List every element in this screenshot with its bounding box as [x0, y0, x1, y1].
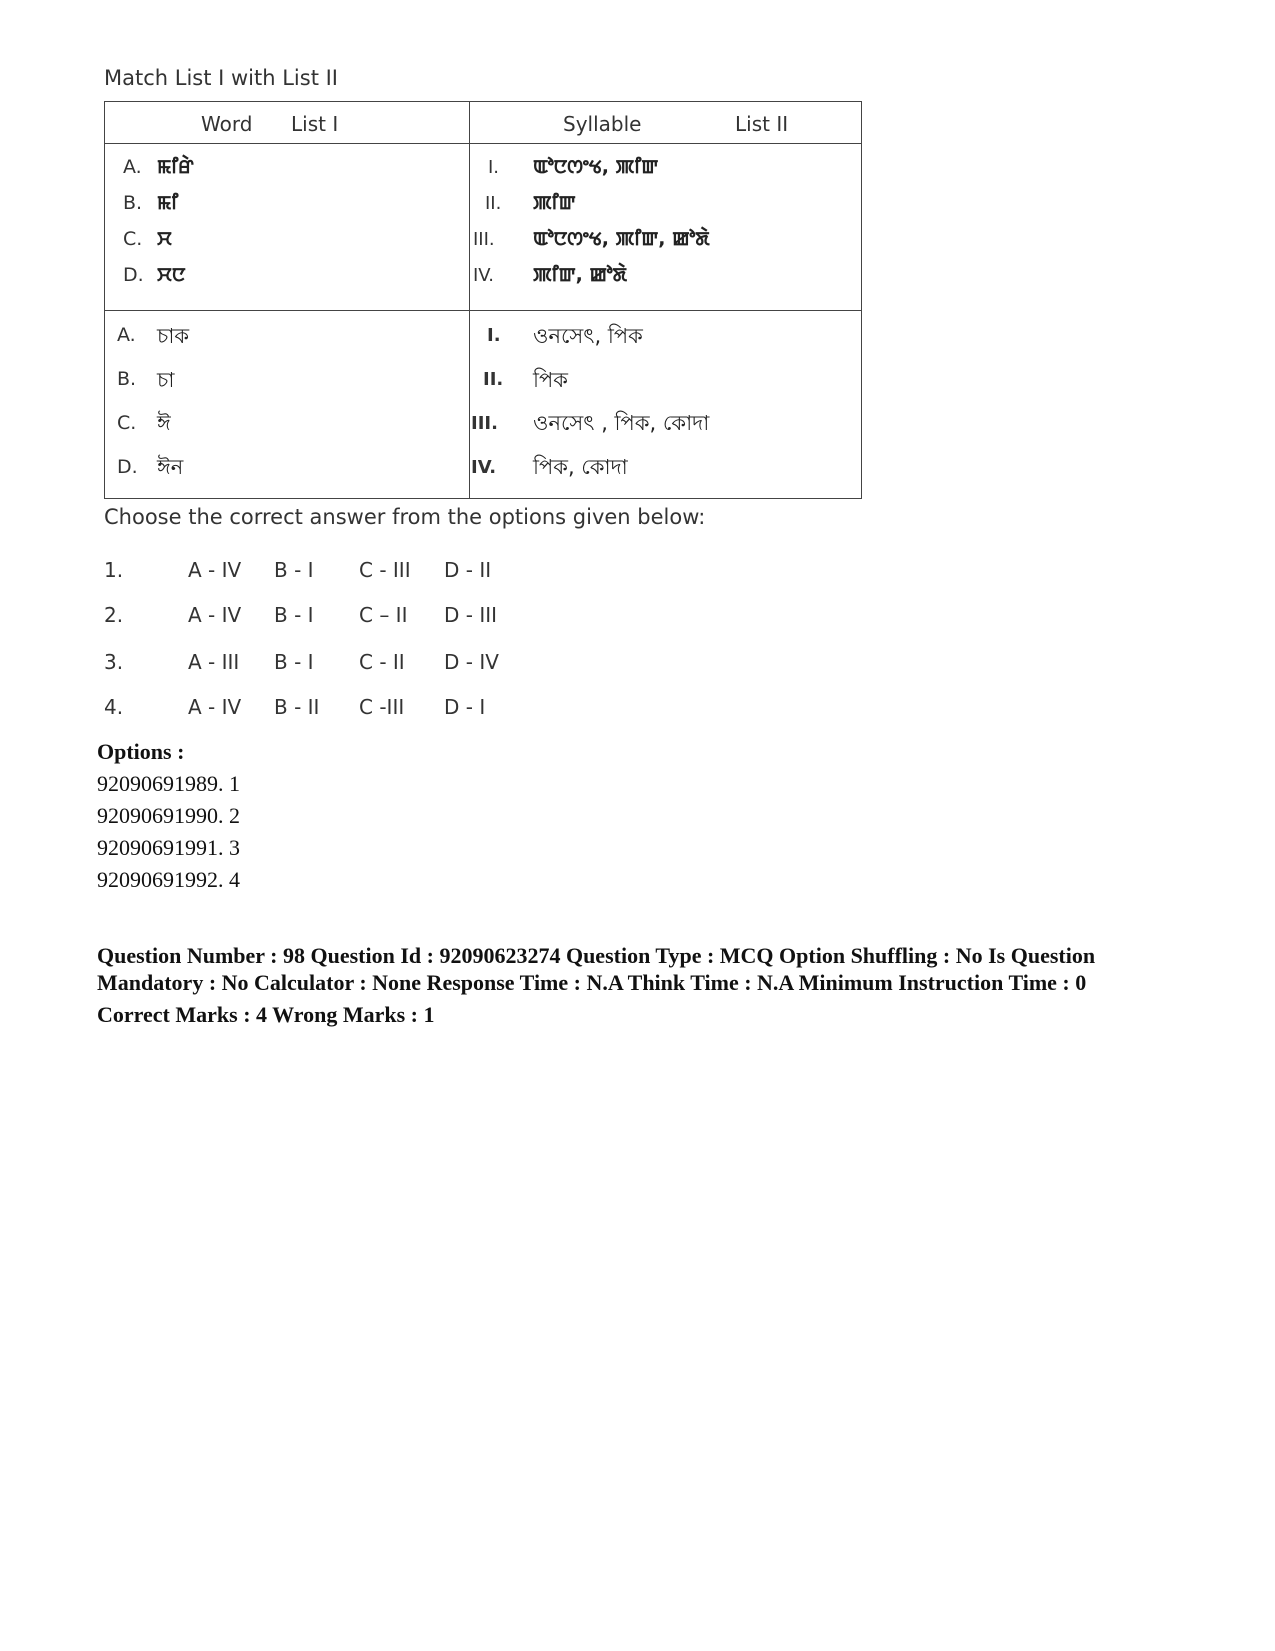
option-item: 92090691991. 3	[97, 835, 240, 860]
answer-d: D - IV	[444, 650, 499, 674]
answer-a: A - IV	[188, 695, 242, 719]
script-right-roman: II.	[485, 193, 502, 214]
answer-d: D - I	[444, 695, 486, 719]
bengali-right-syllable: ওনসেৎ , পিক, কোদা	[533, 411, 710, 435]
script-right-syllable: ꯑꯣꯅꯁꯦꯠ, ꯄꯤꯛ	[533, 156, 659, 178]
script-left-word: ꯃꯤ	[157, 192, 179, 214]
answer-number: 1.	[104, 558, 124, 582]
script-right-roman: I.	[488, 157, 500, 178]
script-left-letter: D.	[123, 264, 144, 286]
answer-d: D - III	[444, 603, 498, 627]
bengali-left-word: চা	[157, 368, 175, 392]
option-item: 92090691992. 4	[97, 867, 240, 892]
header-divider	[105, 143, 861, 144]
choose-instruction: Choose the correct answer from the options given below:	[104, 505, 706, 529]
bengali-left-word: ঈন	[157, 455, 184, 479]
bengali-left-word: চাক	[157, 324, 190, 348]
header-list2: List II	[735, 112, 789, 136]
script-right-syllable: ꯑꯣꯅꯁꯦꯠ, ꯄꯤꯛ, ꯀꯣꯗꯥ	[533, 228, 710, 250]
option-item: 92090691989. 1	[97, 771, 240, 796]
answer-c: C – II	[359, 603, 408, 627]
bengali-left-letter: A.	[117, 324, 136, 346]
answer-c: C - II	[359, 650, 405, 674]
question-info: Question Number : 98 Question Id : 92090623274 Question Type : MCQ Option Shuffling : No Is Question Mandatory : No Calculator : None Response Time : N.A Think Time : N.A Minimum Instruction Time : 0	[97, 943, 1096, 995]
option-item: 92090691990. 2	[97, 803, 240, 828]
match-table	[104, 101, 862, 499]
answer-c: C -III	[359, 695, 405, 719]
answer-b: B - I	[274, 650, 314, 674]
script-left-word: ꯆꯅ	[157, 264, 186, 286]
bengali-left-letter: C.	[117, 412, 137, 434]
script-right-syllable: ꯄꯤꯛ, ꯀꯣꯗꯥ	[533, 264, 628, 286]
answer-b: B - I	[274, 558, 314, 582]
bengali-right-syllable: পিক	[533, 368, 568, 392]
bengali-right-syllable: ওনসেৎ, পিক	[533, 324, 643, 348]
answer-a: A - IV	[188, 603, 242, 627]
script-right-syllable: ꯄꯤꯛ	[533, 192, 576, 214]
answer-c: C - III	[359, 558, 411, 582]
bengali-left-word: ঈ	[157, 411, 171, 435]
header-syllable: Syllable	[563, 112, 642, 136]
script-left-letter: C.	[123, 228, 143, 250]
answer-d: D - II	[444, 558, 492, 582]
script-left-letter: B.	[123, 192, 143, 214]
question-title: Match List I with List II	[104, 66, 339, 90]
answer-a: A - IV	[188, 558, 242, 582]
answer-b: B - I	[274, 603, 314, 627]
answer-a: A - III	[188, 650, 240, 674]
bengali-right-roman: III.	[471, 413, 498, 434]
script-right-roman: IV.	[473, 265, 495, 286]
bengali-right-roman: IV.	[471, 457, 497, 478]
answer-number: 3.	[104, 650, 124, 674]
header-list1: List I	[291, 112, 339, 136]
header-word: Word	[201, 112, 253, 136]
answer-number: 2.	[104, 603, 124, 627]
column-divider	[469, 102, 470, 498]
bengali-right-syllable: পিক, কোদা	[533, 455, 628, 479]
bengali-right-roman: I.	[487, 325, 501, 346]
script-left-letter: A.	[123, 156, 142, 178]
bengali-right-roman: II.	[483, 369, 504, 390]
options-heading: Options :	[97, 739, 185, 764]
answer-b: B - II	[274, 695, 320, 719]
bengali-left-letter: D.	[117, 456, 138, 478]
script-right-roman: III.	[473, 229, 495, 250]
answer-number: 4.	[104, 695, 124, 719]
script-left-word: ꯃꯤꯔꯥ	[157, 156, 194, 178]
bengali-left-letter: B.	[117, 368, 137, 390]
script-left-word: ꯆ	[157, 228, 172, 250]
question-marks: Correct Marks : 4 Wrong Marks : 1	[97, 1002, 435, 1027]
block-divider	[105, 310, 861, 311]
